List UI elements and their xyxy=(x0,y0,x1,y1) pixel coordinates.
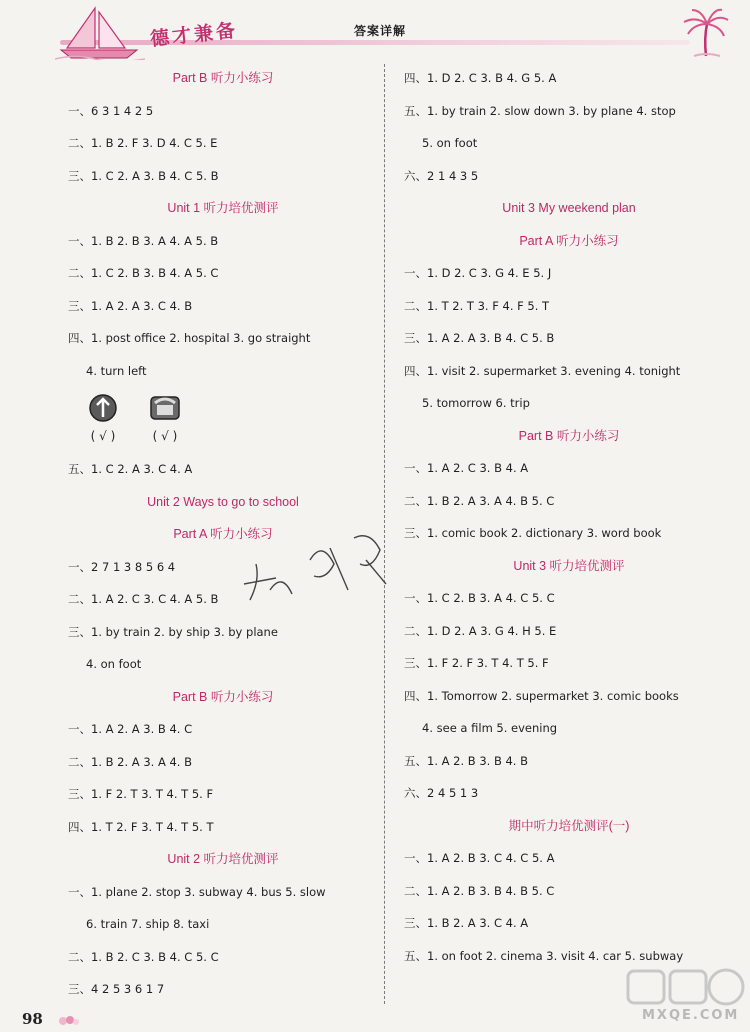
answer-line: 一、6 3 1 4 2 5 xyxy=(68,103,154,118)
section-heading: 期中听力培优测评(一) xyxy=(508,818,630,833)
answer-line: 三、1. F 2. T 3. T 4. T 5. F xyxy=(68,787,214,801)
page-title: 答案详解 xyxy=(354,24,407,38)
handwritten-scribble xyxy=(230,520,400,620)
answer-line: 三、1. by train 2. by ship 3. by plane xyxy=(68,624,278,639)
answer-line: 一、1. A 2. A 3. B 4. C xyxy=(68,722,193,736)
watermark-text: MXQE.COM xyxy=(642,1008,740,1023)
answer-line: 一、1. D 2. C 3. G 4. E 5. J xyxy=(404,266,552,280)
answer-line: 五、1. C 2. A 3. C 4. A xyxy=(68,462,193,476)
answer-line: 三、1. F 2. F 3. T 4. T 5. F xyxy=(404,656,549,670)
answer-line: 六、2 1 4 3 5 xyxy=(404,168,479,183)
answer-line: 三、1. C 2. A 3. B 4. C 5. B xyxy=(68,168,219,183)
brand-logo: 德才兼备 xyxy=(149,19,240,51)
answer-line: 4. turn left xyxy=(86,363,147,378)
answer-line: 四、1. post office 2. hospital 3. go straight xyxy=(68,331,311,345)
palm-tree-icon xyxy=(680,8,730,58)
answer-line: 二、1. A 2. C 3. C 4. A 5. B xyxy=(68,592,219,606)
answer-line: 二、1. D 2. A 3. G 4. H 5. E xyxy=(404,623,557,638)
section-heading: Unit 1 听力培优测评 xyxy=(167,201,279,215)
answer-line: 四、1. T 2. F 3. T 4. T 5. T xyxy=(68,819,214,834)
answer-line: 一、1. C 2. B 3. A 4. C 5. C xyxy=(404,591,555,605)
answer-line: 一、1. plane 2. stop 3. subway 4. bus 5. slow xyxy=(68,884,326,899)
section-heading: Unit 3 My weekend plan xyxy=(502,201,636,215)
answer-line: 二、1. B 2. A 3. A 4. B 5. C xyxy=(404,493,555,508)
telephone-sign xyxy=(130,393,200,443)
answer-line: 三、1. B 2. A 3. C 4. A xyxy=(404,916,529,930)
answer-line: 五、1. on foot 2. cinema 3. visit 4. car 5. subway xyxy=(404,948,684,963)
answer-line: 三、1. comic book 2. dictionary 3. word book xyxy=(404,526,662,540)
answer-line: 三、1. A 2. A 3. C 4. B xyxy=(68,298,193,313)
sailboat-icon xyxy=(55,4,145,60)
answer-line: 4. on foot xyxy=(86,657,142,671)
section-heading: Part A 听力小练习 xyxy=(173,527,273,541)
answer-line: 五、1. by train 2. slow down 3. by plane 4. stop xyxy=(404,103,676,118)
section-heading: Part B 听力小练习 xyxy=(172,689,274,704)
section-heading: Unit 2 Ways to go to school xyxy=(147,494,299,509)
answer-line: 四、1. Tomorrow 2. supermarket 3. comic books xyxy=(404,688,679,703)
section-heading: Unit 2 听力培优测评 xyxy=(167,852,279,866)
answer-line: 三、1. A 2. A 3. B 4. C 5. B xyxy=(404,331,555,345)
answer-line: 四、1. visit 2. supermarket 3. evening 4. tonight xyxy=(404,363,681,378)
answer-line: 二、1. T 2. T 3. F 4. F 5. T xyxy=(404,298,550,313)
answer-icons-row xyxy=(68,387,378,453)
straight-arrow-sign xyxy=(68,393,138,443)
answer-line: 5. tomorrow 6. trip xyxy=(422,396,530,410)
answer-line: 5. on foot xyxy=(422,136,478,150)
answer-line: 六、2 4 5 1 3 xyxy=(404,786,479,800)
section-heading: Part B 听力小练习 xyxy=(172,71,274,85)
arrow-up-icon xyxy=(88,393,118,423)
section-heading: Part A 听力小练习 xyxy=(519,233,619,248)
answer-line: 二、1. B 2. F 3. D 4. C 5. E xyxy=(68,136,218,150)
answer-line: 二、1. A 2. B 3. B 4. B 5. C xyxy=(404,883,555,898)
answer-line: 一、1. A 2. B 3. C 4. C 5. A xyxy=(404,851,555,865)
first-check-mark: ( √ ) xyxy=(90,429,116,443)
page-header xyxy=(0,0,750,62)
second-check-mark: ( √ ) xyxy=(152,429,178,443)
answer-line: 五、1. A 2. B 3. B 4. B xyxy=(404,753,529,768)
answer-line: 6. train 7. ship 8. taxi xyxy=(86,917,210,931)
page-number: 98 xyxy=(22,1010,43,1028)
right-column xyxy=(404,62,734,972)
answer-line: 一、1. A 2. C 3. B 4. A xyxy=(404,461,529,475)
telephone-icon xyxy=(149,393,181,423)
answer-line: 一、2 7 1 3 8 5 6 4 xyxy=(68,559,176,574)
answer-line: 二、1. B 2. C 3. B 4. C 5. C xyxy=(68,949,219,964)
section-heading: Part B 听力小练习 xyxy=(518,428,620,443)
answer-line: 4. see a film 5. evening xyxy=(422,721,558,735)
answer-line: 二、1. B 2. A 3. A 4. B xyxy=(68,754,192,769)
answer-line: 四、1. D 2. C 3. B 4. G 5. A xyxy=(404,71,557,85)
answer-line: 一、1. B 2. B 3. A 4. A 5. B xyxy=(68,233,219,248)
section-heading: Unit 3 听力培优测评 xyxy=(513,558,625,573)
flower-ornament-icon xyxy=(58,1014,80,1028)
answer-line: 三、4 2 5 3 6 1 7 xyxy=(68,982,165,996)
answer-line: 二、1. C 2. B 3. B 4. A 5. C xyxy=(68,266,219,280)
